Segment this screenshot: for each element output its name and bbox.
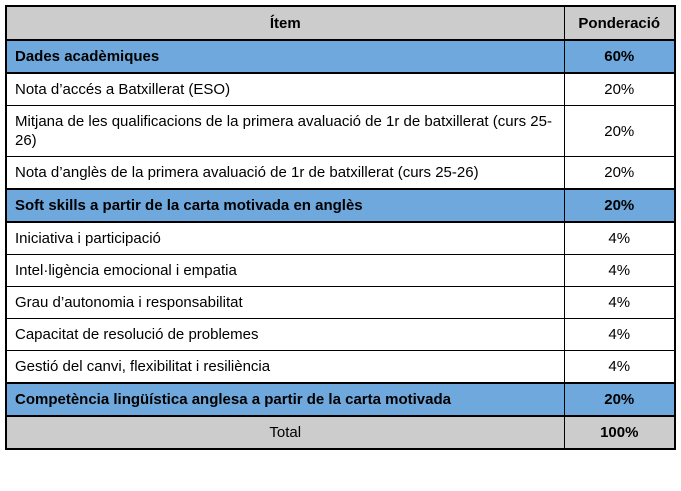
row-weight-value: 4% <box>564 222 675 255</box>
column-header-item: Ítem <box>6 6 564 40</box>
row-weight-value: 20% <box>564 73 675 106</box>
table-row <box>6 73 675 106</box>
row-weight-value: 4% <box>564 287 675 319</box>
section-row <box>6 189 675 222</box>
table-row <box>6 287 675 319</box>
row-label: Mitjana de les qualificacions de la primera avaluació de 1r de batxillerat (curs 25-26) <box>6 106 564 157</box>
row-label: Soft skills a partir de la carta motivada en anglès <box>6 189 564 222</box>
row-weight-value: 4% <box>564 351 675 384</box>
section-row <box>6 40 675 73</box>
table-row <box>6 222 675 255</box>
total-row <box>6 416 675 449</box>
row-label: Competència lingüística anglesa a partir de la carta motivada <box>6 383 564 416</box>
table-row <box>6 157 675 190</box>
row-label: Total <box>6 416 564 449</box>
column-header-weight: Ponderació <box>564 6 675 40</box>
row-label: Nota d’accés a Batxillerat (ESO) <box>6 73 564 106</box>
row-label: Gestió del canvi, flexibilitat i resiliència <box>6 351 564 384</box>
row-label: Grau d’autonomia i responsabilitat <box>6 287 564 319</box>
weighting-table <box>5 5 676 450</box>
row-weight-value: 4% <box>564 319 675 351</box>
table-row <box>6 106 675 157</box>
row-weight-value: 100% <box>564 416 675 449</box>
row-label: Iniciativa i participació <box>6 222 564 255</box>
section-row <box>6 383 675 416</box>
row-weight-value: 20% <box>564 157 675 190</box>
row-label: Intel·ligència emocional i empatia <box>6 255 564 287</box>
row-weight-value: 20% <box>564 189 675 222</box>
row-weight-value: 20% <box>564 106 675 157</box>
table-header-row <box>6 6 675 40</box>
table-row <box>6 351 675 384</box>
row-label: Dades acadèmiques <box>6 40 564 73</box>
table-row <box>6 255 675 287</box>
table-row <box>6 319 675 351</box>
row-label: Nota d’anglès de la primera avaluació de 1r de batxillerat (curs 25-26) <box>6 157 564 190</box>
row-weight-value: 4% <box>564 255 675 287</box>
row-weight-value: 60% <box>564 40 675 73</box>
row-weight-value: 20% <box>564 383 675 416</box>
row-label: Capacitat de resolució de problemes <box>6 319 564 351</box>
